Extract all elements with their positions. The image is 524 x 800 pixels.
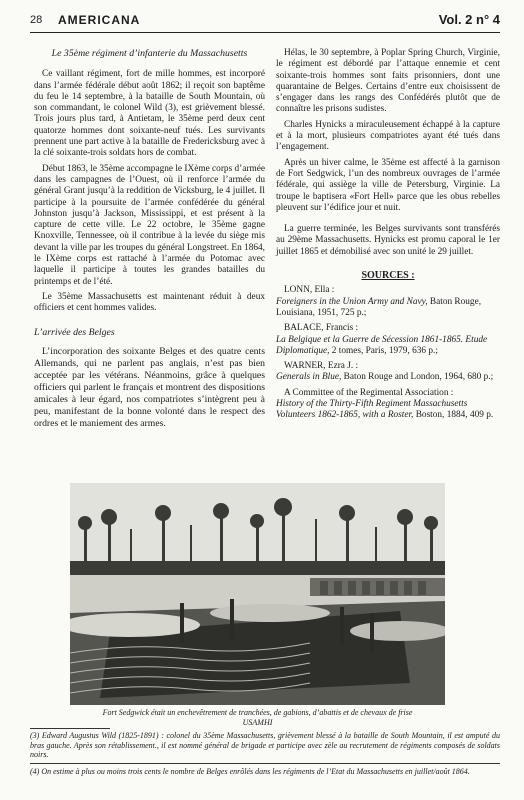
paragraph: Ce vaillant régiment, fort de mille hommes, est incorporé dans l’armée fédérale début août 1862; il reçoit son baptême du feu le 14 septembre, à la bataille de South Mountain, où son commandant, le colonel Wild (3), est grièvement blessé. Trois jours plus tard, à Antietam, le 35ème perd deux cent quatorze hommes dont soixante-neuf tués. Les survivants prennent une part active à la bataille de Fredericksburg avec à la clé soixante-trois soldats hors de combat.	[34, 69, 265, 159]
footnote-divider	[30, 728, 110, 729]
source-details: Boston, 1884, 409 p.	[413, 410, 494, 421]
right-column	[276, 48, 500, 426]
source-details: 2 tomes, Paris, 1979, 636 p.;	[329, 345, 438, 356]
source-title: History of the Thirty-Fifth Regiment Massachusetts Volunteers 1862-1865, with a Roster,	[276, 399, 468, 421]
magazine-title: AMERICANA	[58, 13, 141, 27]
paragraph: Hélas, le 30 septembre, à Poplar Spring Church, Virginie, le régiment est débordé par l’attaque ennemie et cent soixante-trois hommes sont faits prisonniers, dont une quarantaine de Belges. Certains d’entre eux choisissent de s’engager dans les rangs des Confédérés plutôt que de connaître les prisons sudistes.	[276, 48, 500, 115]
page-number: 28	[30, 14, 43, 26]
footnotes	[30, 731, 500, 778]
footnote-4: (4) On estime à plus ou moins trois cents le nombre de Belges enrôlés dans les régiments de l’Etat du Massachusetts en juillet/août 1864.	[30, 766, 470, 776]
footnote-separator	[30, 763, 500, 764]
footnote-3: (3) Edward Augustus Wild (1825-1891) : colonel du 35ème Massachusetts, grièvement blessé à la bataille de South Mountain, il est amputé du bras gauche. Après son rétablissement., il est nommé général de brigade et participe avec zèle au recrutement de régiments composés de soldats noirs.	[30, 731, 500, 760]
page-header	[30, 10, 500, 33]
source-author: A Committee of the Regimental Association :	[284, 387, 454, 398]
paragraph: Après un hiver calme, le 35ème est affecté à la garnison de Fort Sedgwick, l’un des nombreux ouvrages de l’armée fédérale, qui assiège la ville de Petersburg, Virginie. La troupe le baptisera «Fort Hell» parce que les obus rebelles pleuvent sur l’édifice jour et nuit.	[276, 157, 500, 213]
paragraph: La guerre terminée, les Belges survivants sont transférés au 29ème Massachusetts. Hynicks est promu caporal le 1er juillet 1865 et démobilisé avec son unité le 29 juillet.	[276, 224, 500, 257]
source-entry	[276, 388, 500, 422]
source-author: LONN, Ella :	[284, 285, 335, 296]
source-author: WARNER, Ezra J. :	[284, 361, 359, 372]
section-title-regiment: Le 35ème régiment d’infanterie du Massachusetts	[51, 48, 248, 59]
fort-sedgwick-photo	[70, 483, 445, 705]
source-title: Foreigners in the Union Army and Navy,	[276, 296, 428, 307]
source-title: Generals in Blue,	[276, 372, 342, 383]
paragraph: Charles Hynicks a miraculeusement échappé à la capture et à la mort, plusieurs compatriotes ayant été tués dans l’engagement.	[276, 119, 500, 153]
paragraph: L’incorporation des soixante Belges et des quatre cents Allemands, qui ne parlent pas anglais, n’est pas bien acceptée par les vétérans. Néanmoins, grâce à quelques officiers qui parlent le français et montrent des dispositions amicales à leur égard, nos compatriotes s’intègrent peu à peu, manifestant de la bonne volonté dans le respect des ordres et le maniement des armes.	[34, 345, 265, 429]
gabion-wall	[310, 578, 445, 596]
left-column	[34, 48, 265, 434]
trench-illustration	[70, 483, 445, 705]
source-title: La Belgique et la Guerre de Sécession 1861-1865. Etude Diplomatique,	[276, 334, 488, 356]
photo-caption	[70, 708, 445, 727]
source-author: BALACE, Francis :	[284, 323, 359, 334]
volume-number: Vol. 2 n° 4	[438, 12, 500, 27]
section-title-arrival: L’arrivée des Belges	[34, 326, 115, 338]
earth-mound	[210, 604, 330, 622]
source-details: Baton Rouge and London, 1964, 680 p.;	[341, 372, 494, 383]
source-entry	[276, 285, 500, 319]
paragraph: Le 35ème Massachusetts est maintenant réduit à deux officiers et cent hommes valides.	[34, 291, 265, 314]
source-entry	[276, 361, 500, 384]
paragraph: Début 1863, le 35ème accompagne le IXème corps d’armée dans les campagnes de l’Ouest, où il renforce l’armée du général Grant jusqu’à la reddition de Vicksburg, le 4 juillet. Il participe à la poursuite de l’armée confédérée du général Johnston jusqu’à Jackson, Mississippi, et est présent à la capture de cette ville. Le 22 octobre, le 35ème gagne Knoxville, Tennessee, où il contribue à la levée du siège mis devant la ville par les troupes du général Longstreet. En 1864, le IXème corps est rattaché à l’armée du Potomac avec laquelle il participe à toutes les grandes batailles du printemps et de l’été.	[34, 163, 265, 287]
source-entry	[276, 323, 500, 357]
caption-text: Fort Sedgwick était un enchevêtrement de tranchées, de gabions, d’abattis et de chevaux de frise	[102, 708, 413, 717]
photo-credit: USAMHI	[242, 717, 273, 727]
source-details: Baton Rouge, Louisiana, 1951, 725 p.;	[276, 296, 482, 318]
sources-heading: SOURCES :	[361, 270, 415, 282]
